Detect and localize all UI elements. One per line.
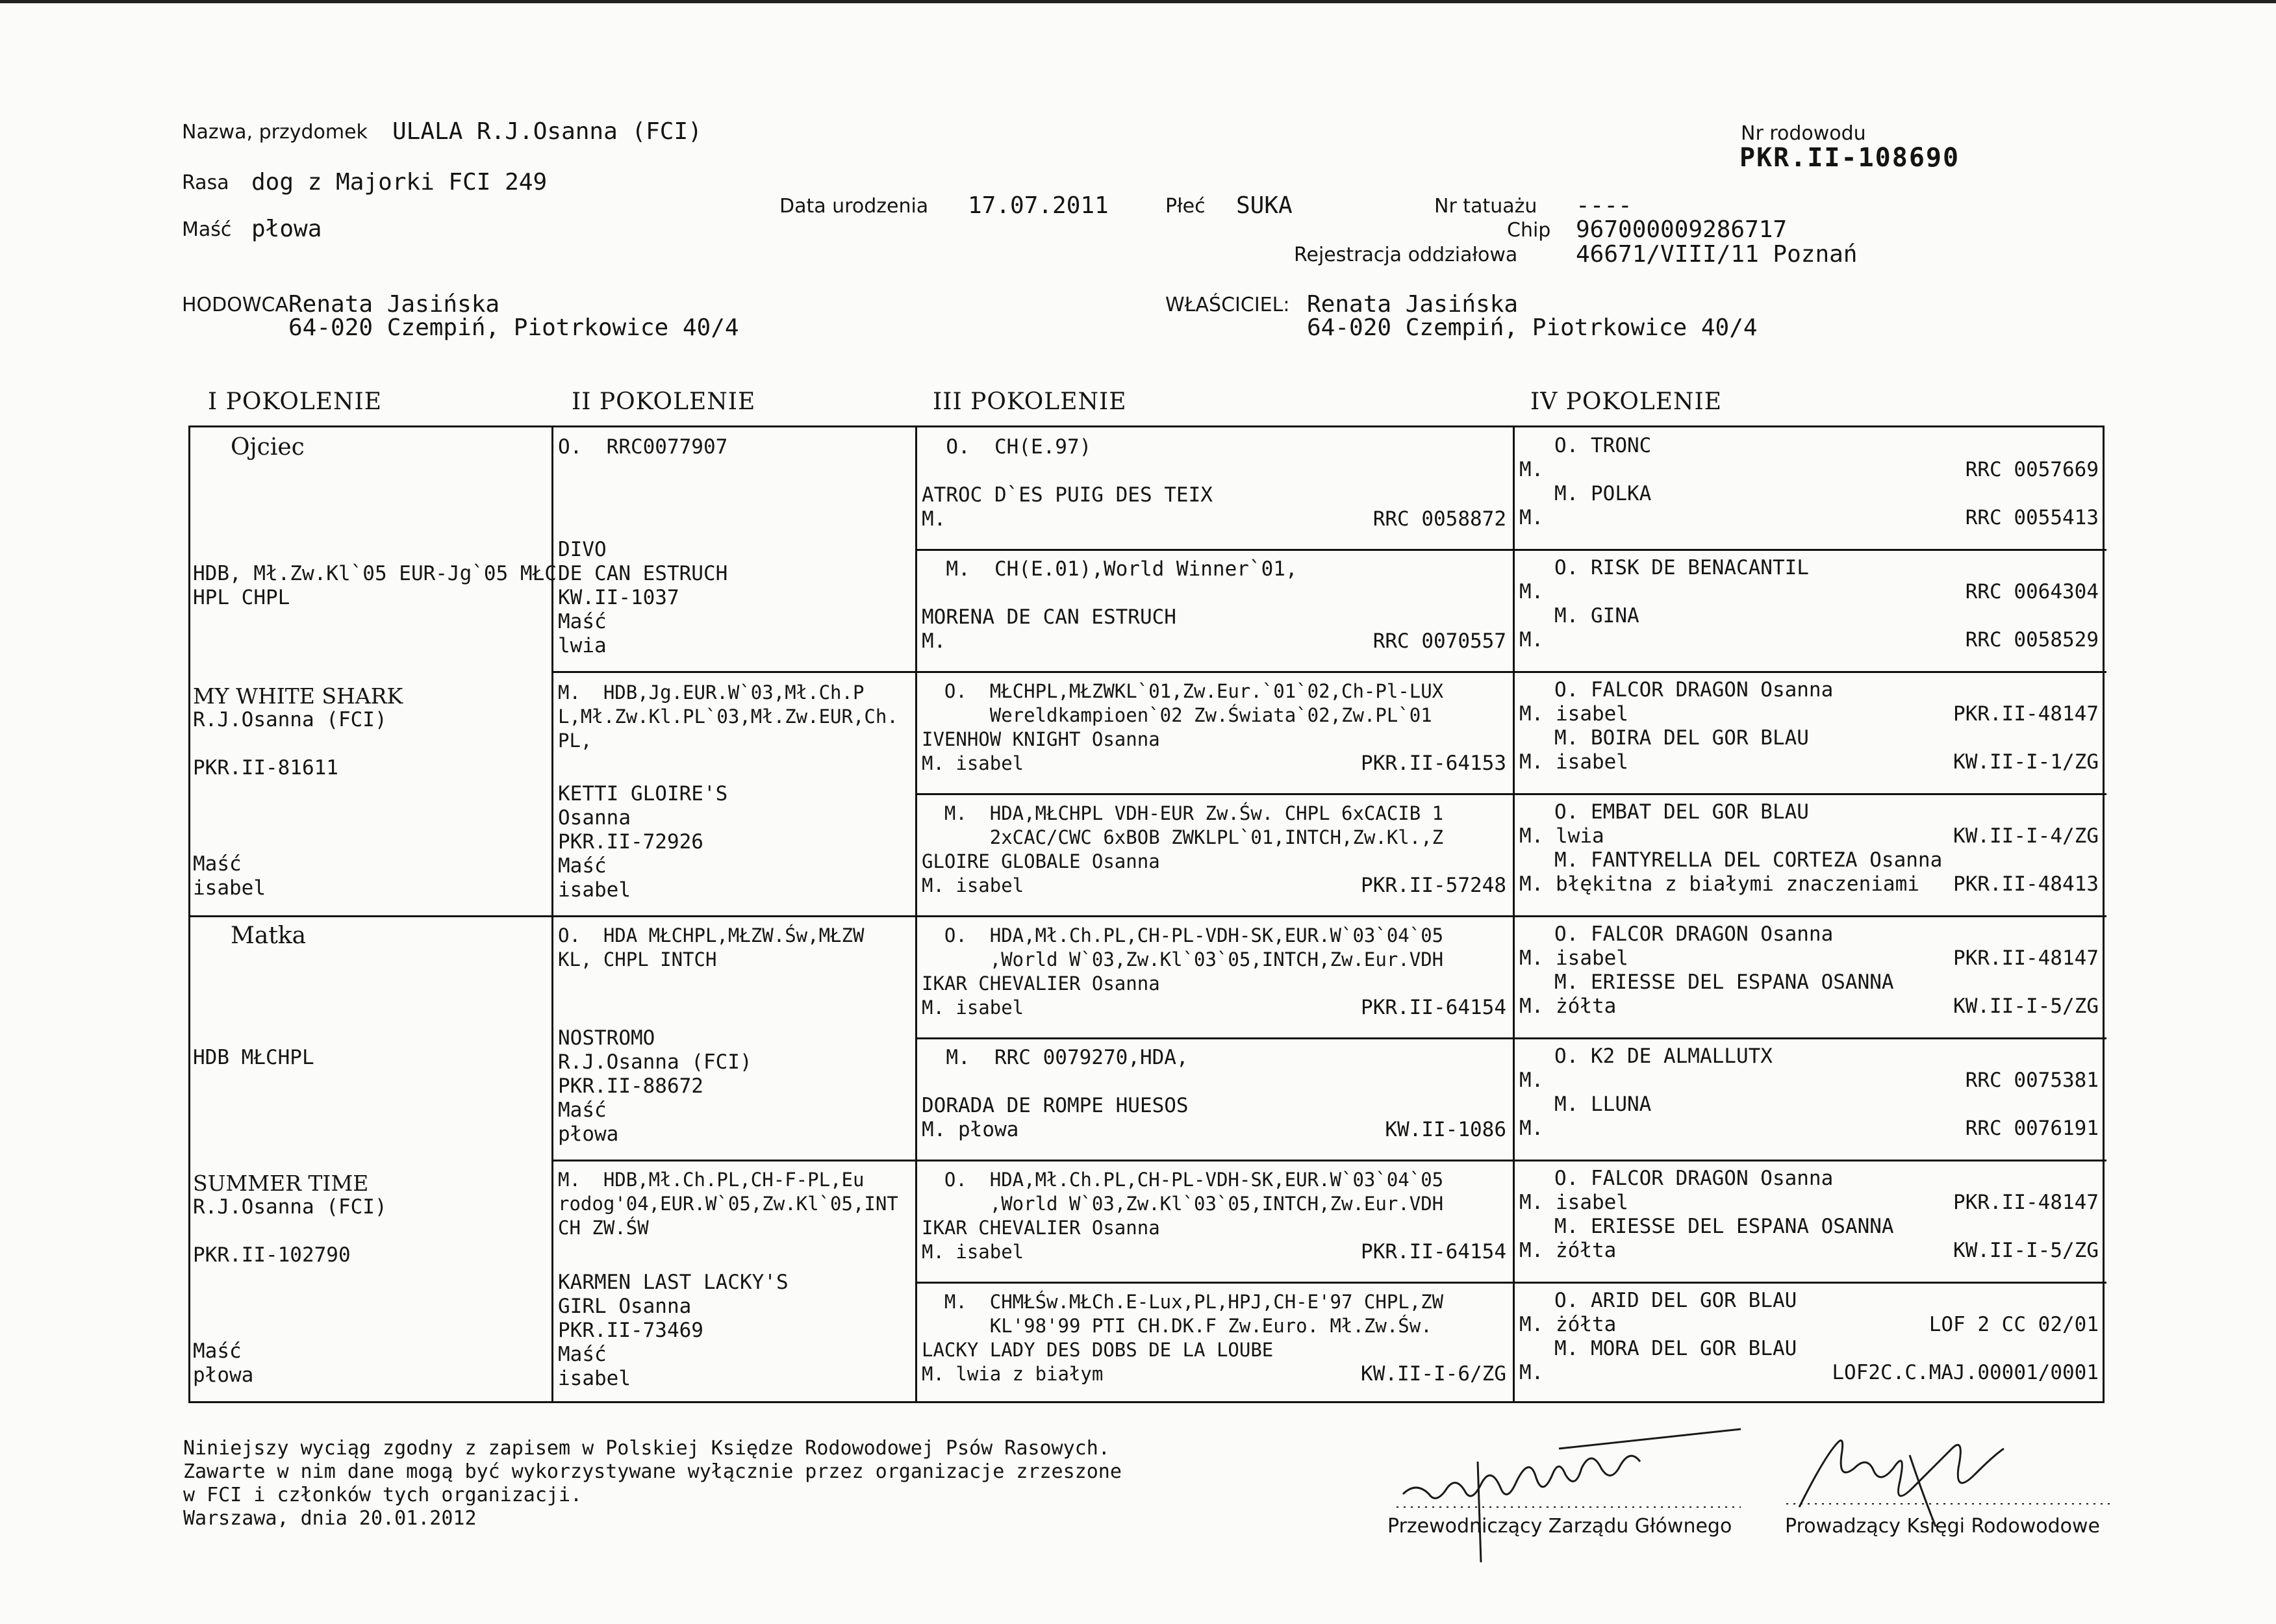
gen3-text: M. CHMŁŚw.MŁCh.E-Lux,PL,HPJ,CH-E'97 CHPL,ZW KL'98'99 PTI CH.DK.F Zw.Euro. Mł.Zw.Św. LACKY LADY DES DOBS DE LA LOUBE M. lwia z białym <box>922 1291 1444 1385</box>
gen4-l2: M. FANTYRELLA DEL CORTEZA Osanna <box>1554 848 1943 872</box>
gen4-l1: O. FALCOR DRAGON Osanna <box>1554 1167 1834 1190</box>
pedigree-no-label: Nr rodowodu <box>1741 122 1866 145</box>
gen4-l2: M. GINA <box>1554 604 1639 628</box>
gen4-m2: M. <box>1519 506 1544 529</box>
chip-label: Chip <box>1507 219 1551 242</box>
footer-line-2: Zawarte w nim dane mogą być wykorzystywane wyłącznie przez organizacje zrzeszone <box>183 1460 1122 1483</box>
owner-address: 64-020 Czempiń, Piotrkowice 40/4 <box>1307 314 1758 341</box>
gen3-reg: PKR.II-57248 <box>1361 874 1506 897</box>
gen4-m1: M. <box>1519 580 1544 603</box>
dam-name: SUMMER TIME <box>193 1171 369 1196</box>
dam-color: Maść płowa <box>193 1339 254 1387</box>
divider <box>551 671 2106 673</box>
gen4-m2: M. isabel <box>1519 750 1628 774</box>
gen3-reg: KW.II-1086 <box>1385 1118 1506 1141</box>
gen-header-1: I POKOLENIE <box>208 388 383 415</box>
gen2-text: NOSTROMO R.J.Osanna (FCI) PKR.II-88672 Maść płowa <box>558 1026 752 1146</box>
breeder-label: HODOWCA: <box>182 294 295 316</box>
color-value: płowa <box>251 216 322 242</box>
gen2-prefix: M. HDB,Jg.EUR.W`03,Mł.Ch.P L,Mł.Zw.Kl.PL`03,Mł.Zw.EUR,Ch. PL, <box>558 681 898 752</box>
gen4-r2: LOF2C.C.MAJ.00001/0001 <box>1832 1361 2099 1384</box>
sire-name2: R.J.Osanna (FCI) <box>193 708 387 731</box>
gen4-m2: M. <box>1519 1117 1544 1140</box>
divider <box>915 1282 2106 1284</box>
gen2-text: KETTI GLOIRE'S Osanna PKR.II-72926 Maść isabel <box>558 782 728 902</box>
gen4-r2: RRC 0058529 <box>1965 628 2099 652</box>
gen4-m2: M. żółta <box>1519 995 1617 1018</box>
gen4-l1: O. FALCOR DRAGON Osanna <box>1554 678 1834 702</box>
gen4-r1: RRC 0057669 <box>1965 458 2099 481</box>
gen3-text: M. CH(E.01),World Winner`01, MORENA DE CAN ESTRUCH M. <box>922 557 1298 653</box>
gen4-m1: M. isabel <box>1519 702 1628 726</box>
gen2-prefix: M. HDB,Mł.Ch.PL,CH-F-PL,Eu rodog'04,EUR.W`05,Zw.Kl`05,INT CH ZW.ŚW <box>558 1169 898 1239</box>
reg-label: Rejestracja oddziałowa <box>1294 244 1518 266</box>
signature-1-caption: Przewodniczący Zarządu Głównego <box>1387 1515 1732 1538</box>
owner-name: Renata Jasińska <box>1307 291 1519 318</box>
gen4-m2: M. <box>1519 628 1544 652</box>
gen3-text: M. HDA,MŁCHPL VDH-EUR Zw.Św. CHPL 6xCACIB 1 2xCAC/CWC 6xBOB ZWKLPL`01,INTCH,Zw.Kl.,Z GLOIRE GLOBALE Osanna M. isabel <box>922 802 1444 896</box>
tattoo-value: ---- <box>1576 192 1632 219</box>
gen4-l2: M. ERIESSE DEL ESPANA OSANNA <box>1554 971 1894 994</box>
divider <box>915 1037 2106 1039</box>
birth-value: 17.07.2011 <box>968 192 1109 219</box>
gen4-m1: M. isabel <box>1519 946 1628 970</box>
gen4-r2: RRC 0076191 <box>1965 1117 2099 1140</box>
footer-line-3: w FCI i członków tych organizacji. <box>183 1484 583 1506</box>
signature-2-caption: Prowadzący Księgi Rodowodowe <box>1785 1515 2101 1538</box>
name-label: Nazwa, przydomek <box>182 121 368 144</box>
gen4-l1: O. EMBAT DEL GOR BLAU <box>1554 800 1809 824</box>
gen3-reg: KW.II-I-6/ZG <box>1361 1362 1506 1386</box>
gen3-reg: PKR.II-64153 <box>1361 752 1506 775</box>
footer-line-4: Warszawa, dnia 20.01.2012 <box>183 1507 477 1530</box>
divider <box>915 427 917 1401</box>
gen2-text: DIVO DE CAN ESTRUCH KW.II-1037 Maść lwia <box>558 538 728 657</box>
gen3-reg: PKR.II-64154 <box>1361 996 1506 1019</box>
gen4-l2: M. ERIESSE DEL ESPANA OSANNA <box>1554 1215 1894 1238</box>
sire-color: Maść isabel <box>193 852 266 900</box>
gen3-text: O. HDA,Mł.Ch.PL,CH-PL-VDH-SK,EUR.W`03`04`05 ,World W`03,Zw.Kl`03`05,INTCH,Zw.Eur.VDH IKAR CHEVALIER Osanna M. isabel <box>922 1169 1444 1263</box>
gen2-text: KARMEN LAST LACKY'S GIRL Osanna PKR.II-73469 Maść isabel <box>558 1271 789 1390</box>
divider <box>190 915 2106 917</box>
owner-label: WŁAŚCICIEL: <box>1165 294 1290 316</box>
gen3-text: O. CH(E.97) ATROC D`ES PUIG DES TEIX M. <box>922 435 1213 531</box>
gen2-prefix: O. RRC0077907 <box>558 435 728 459</box>
gen4-l1: O. ARID DEL GOR BLAU <box>1554 1289 1797 1312</box>
gen4-l1: O. RISK DE BENACANTIL <box>1554 556 1809 579</box>
gen4-m2: M. żółta <box>1519 1239 1617 1262</box>
chip-value: 967000009286717 <box>1576 216 1788 243</box>
gen3-reg: RRC 0070557 <box>1372 629 1506 653</box>
sex-label: Płeć <box>1165 195 1206 218</box>
gen3-reg: RRC 0058872 <box>1372 507 1506 531</box>
birth-label: Data urodzenia <box>779 195 929 218</box>
dam-title: Matka <box>231 922 307 949</box>
gen4-r2: KW.II-I-1/ZG <box>1953 750 2099 774</box>
gen4-l1: O. FALCOR DRAGON Osanna <box>1554 922 1834 946</box>
gen4-m2: M. <box>1519 1361 1544 1384</box>
dam-name2: R.J.Osanna (FCI) <box>193 1195 387 1219</box>
gen4-r1: RRC 0064304 <box>1965 580 2099 603</box>
gen4-l2: M. POLKA <box>1554 482 1652 505</box>
gen3-text: M. RRC 0079270,HDA, DORADA DE ROMPE HUESOS M. płowa <box>922 1046 1189 1141</box>
gen2-prefix: O. HDA MŁCHPL,MŁZW.Św,MŁZW KL, CHPL INTCH <box>558 924 865 971</box>
gen4-r2: KW.II-I-5/ZG <box>1953 995 2099 1018</box>
gen4-l2: M. BOIRA DEL GOR BLAU <box>1554 726 1809 750</box>
sire-titles: HDB, Mł.Zw.Kl`05 EUR-Jg`05 MŁC HPL CHPL <box>193 562 557 609</box>
gen4-r1: PKR.II-48147 <box>1953 946 2099 970</box>
sire-reg: PKR.II-81611 <box>193 756 338 780</box>
color-label: Maść <box>182 218 232 241</box>
divider <box>551 1160 2106 1161</box>
divider <box>1513 427 1515 1401</box>
dam-titles: HDB MŁCHPL <box>193 1046 314 1069</box>
reg-value: 46671/VIII/11 Poznań <box>1576 241 1858 268</box>
gen4-m1: M. <box>1519 458 1544 481</box>
gen4-l2: M. MORA DEL GOR BLAU <box>1554 1337 1797 1360</box>
gen4-r1: RRC 0075381 <box>1965 1069 2099 1092</box>
gen-header-3: III POKOLENIE <box>933 388 1127 415</box>
gen4-r2: KW.II-I-5/ZG <box>1953 1239 2099 1262</box>
breed-value: dog z Majorki FCI 249 <box>251 169 548 196</box>
pedigree-table <box>188 425 2105 1403</box>
gen4-m1: M. <box>1519 1069 1544 1092</box>
gen4-r1: PKR.II-48147 <box>1953 702 2099 726</box>
scan-edge <box>0 0 2276 3</box>
gen4-r2: RRC 0055413 <box>1965 506 2099 529</box>
name-value: ULALA R.J.Osanna (FCI) <box>392 118 702 145</box>
pedigree-no-value: PKR.II-108690 <box>1739 143 1960 173</box>
signature-1 <box>1390 1423 1754 1572</box>
sex-value: SUKA <box>1236 192 1293 219</box>
gen4-m1: M. żółta <box>1519 1313 1617 1336</box>
footer-line-1: Niniejszy wyciąg zgodny z zapisem w Polskiej Księdze Rodowodowej Psów Rasowych. <box>183 1437 1110 1460</box>
gen4-r2: PKR.II-48413 <box>1953 872 2099 896</box>
gen4-l1: O. TRONC <box>1554 434 1652 457</box>
breed-label: Rasa <box>182 171 229 194</box>
breeder-name: Renata Jasińska <box>288 291 500 318</box>
sire-title: Ojciec <box>231 434 305 461</box>
divider <box>915 793 2106 795</box>
dam-reg: PKR.II-102790 <box>193 1243 351 1267</box>
divider <box>915 549 2106 551</box>
gen4-m1: M. isabel <box>1519 1191 1628 1214</box>
gen4-r1: KW.II-I-4/ZG <box>1953 824 2099 848</box>
gen3-text: O. MŁCHPL,MŁZWKL`01,Zw.Eur.`01`02,Ch-Pl-LUX Wereldkampioen`02 Zw.Świata`02,Zw.PL`01 IVENHOW KNIGHT Osanna M. isabel <box>922 680 1444 774</box>
gen-header-4: IV POKOLENIE <box>1530 388 1723 415</box>
gen4-l1: O. K2 DE ALMALLUTX <box>1554 1045 1773 1068</box>
gen-header-2: II POKOLENIE <box>572 388 756 415</box>
gen4-m2: M. błękitna z białymi znaczeniami <box>1519 872 1919 896</box>
breeder-address: 64-020 Czempiń, Piotrkowice 40/4 <box>288 314 739 341</box>
gen4-l2: M. LLUNA <box>1554 1093 1652 1116</box>
gen4-r1: LOF 2 CC 02/01 <box>1928 1313 2099 1336</box>
gen3-reg: PKR.II-64154 <box>1361 1240 1506 1263</box>
gen4-r1: PKR.II-48147 <box>1953 1191 2099 1214</box>
gen4-m1: M. lwia <box>1519 824 1604 848</box>
gen3-text: O. HDA,Mł.Ch.PL,CH-PL-VDH-SK,EUR.W`03`04`05 ,World W`03,Zw.Kl`03`05,INTCH,Zw.Eur.VDH IKAR CHEVALIER Osanna M. isabel <box>922 924 1444 1019</box>
sire-name: MY WHITE SHARK <box>193 683 403 709</box>
tattoo-label: Nr tatuażu <box>1434 195 1537 218</box>
